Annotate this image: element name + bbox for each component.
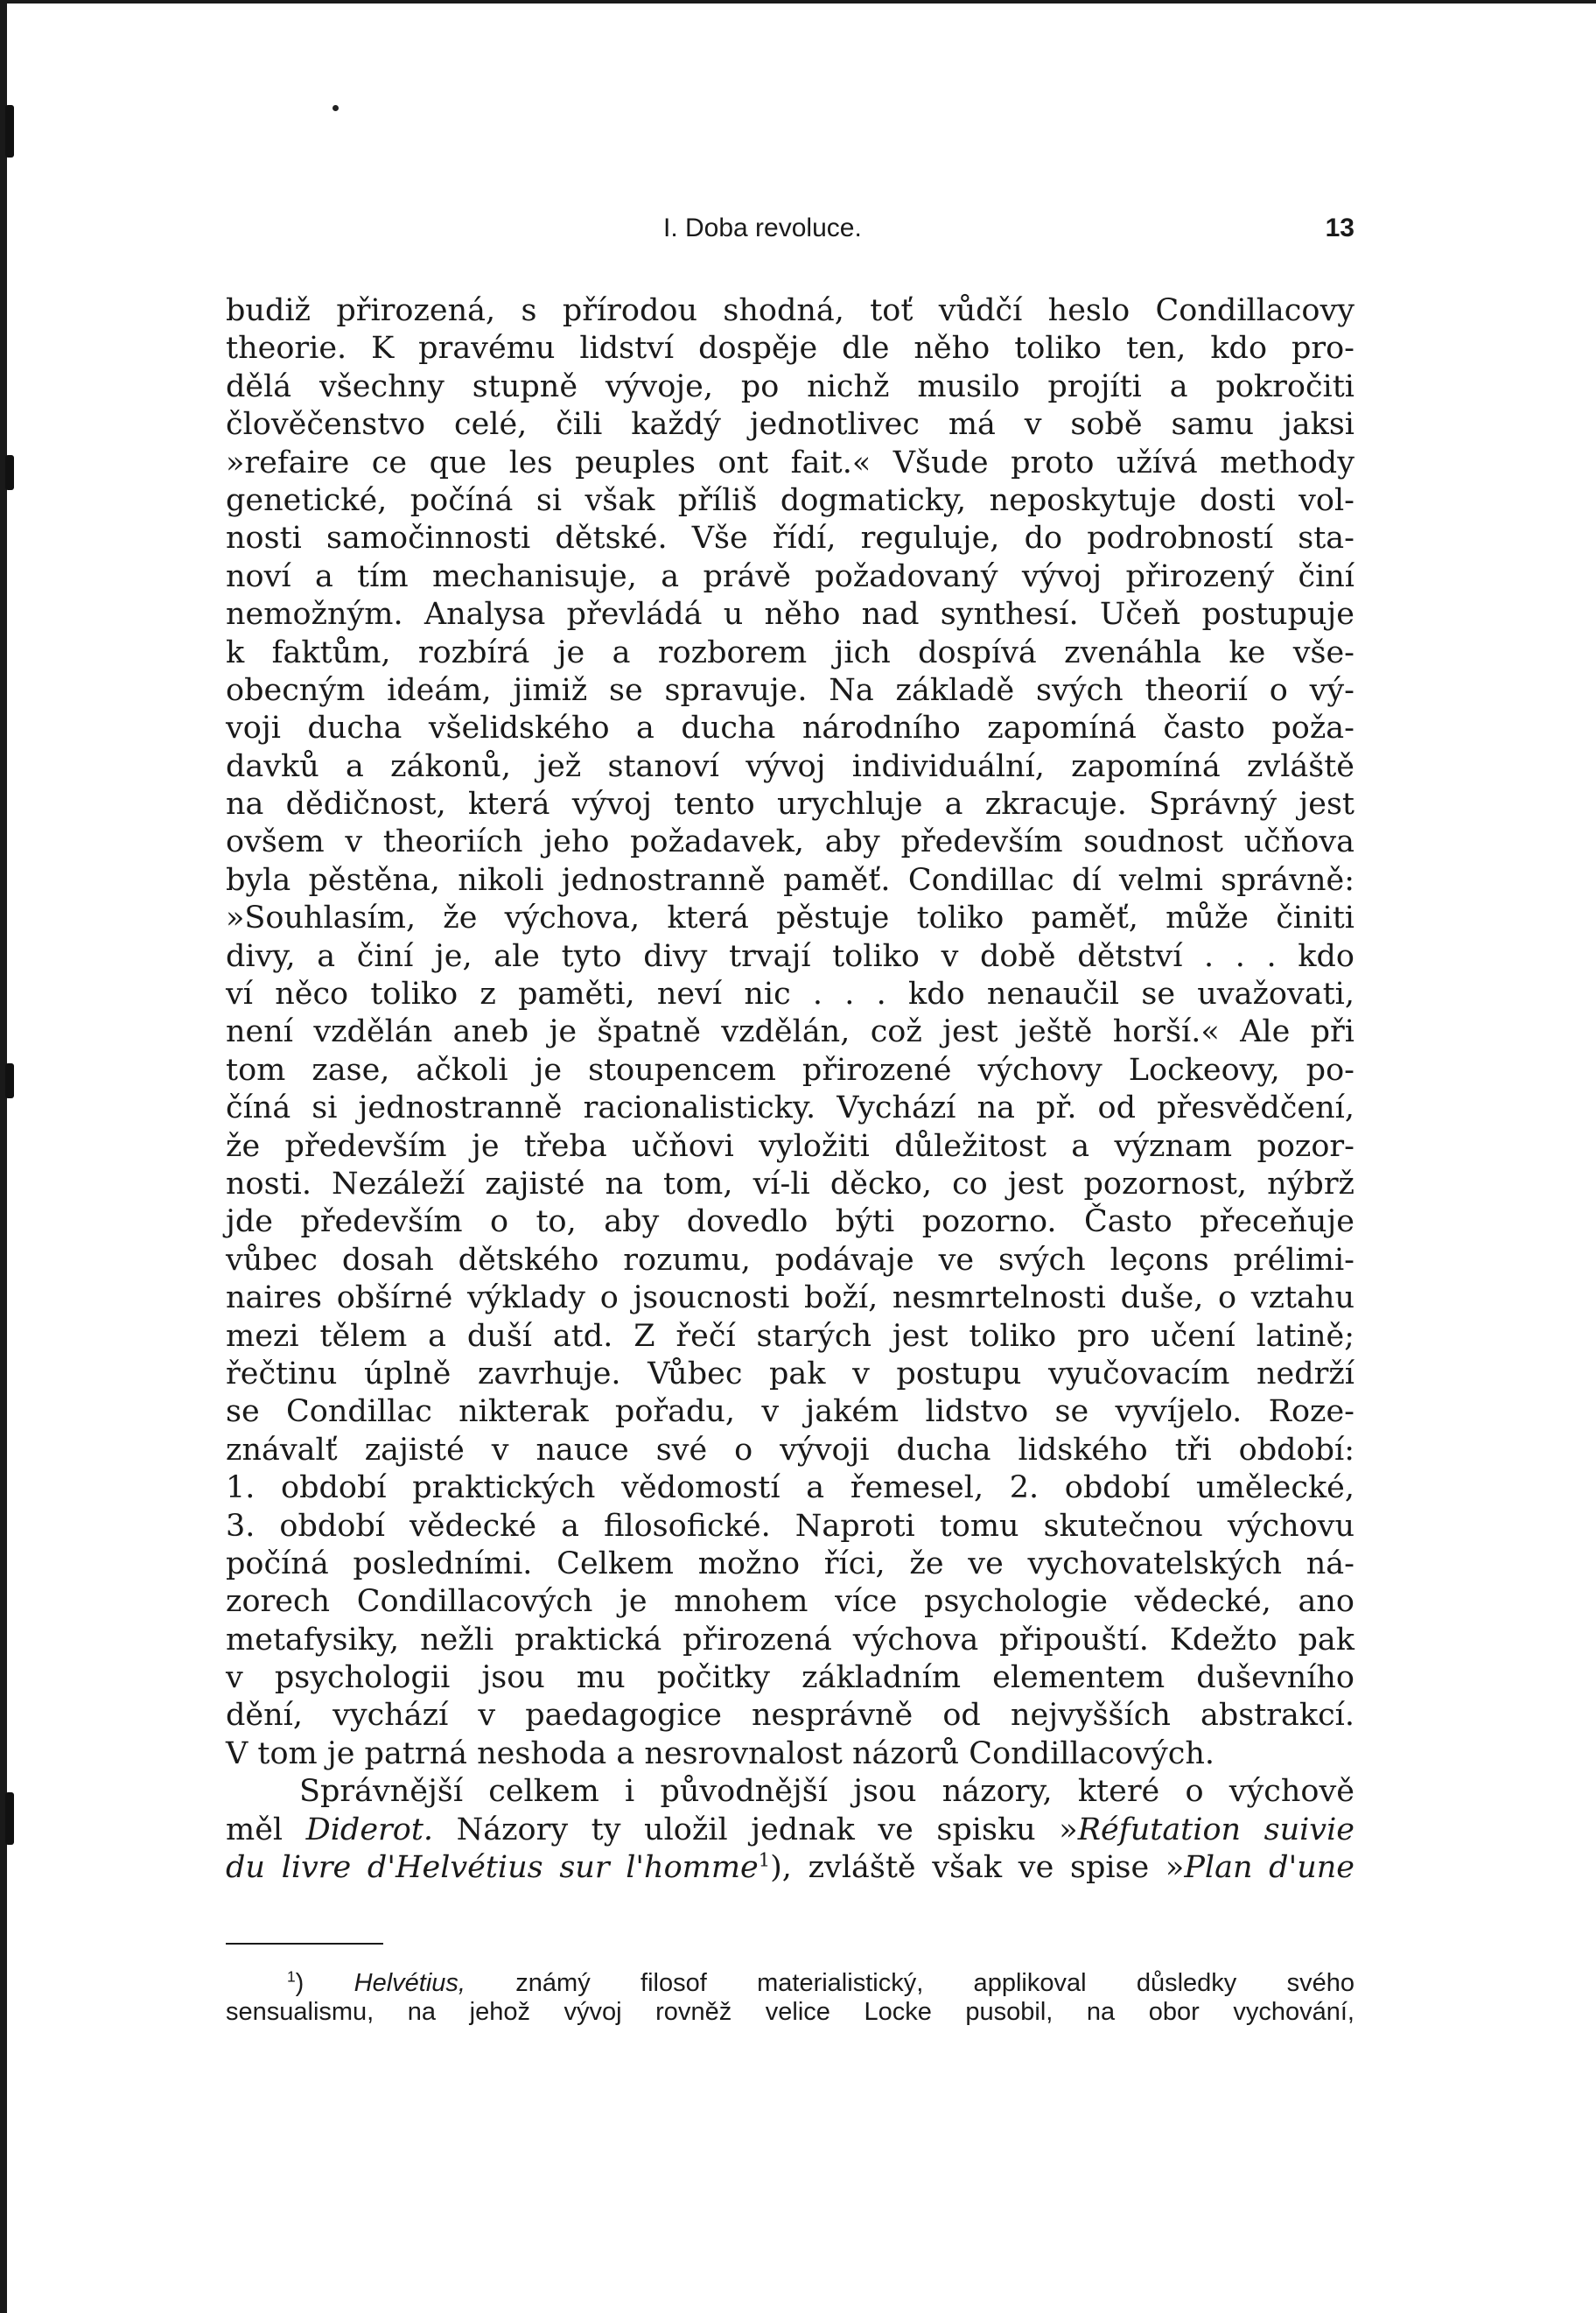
text-line: že především je třeba učňovi vyložiti důležitost a význam pozor- — [226, 1128, 1354, 1164]
text-line: člověčenstvo celé, čili každý jednotlivec má v sobě samu jaksi — [226, 407, 1354, 443]
text-fragment: ), zvláště však ve spise » — [770, 1850, 1185, 1886]
scan-top-edge — [0, 0, 1596, 4]
text-line: genetické, počíná si však příliš dogmaticky, neposkytuje dosti vol- — [226, 482, 1354, 518]
text-line: se Condillac nikterak pořadu, v jakém lidstvo se vyvíjelo. Roze- — [226, 1394, 1354, 1430]
text-line: číná si jednostranně racionalisticky. Vychází na př. od přesvědčení, — [226, 1090, 1354, 1126]
author-name: Diderot. — [305, 1812, 434, 1847]
text-line: dění, vychází v paedagogice nesprávně od nejvyšších abstrakcí. — [226, 1698, 1354, 1734]
text-line: nosti. Nezáleží zajisté na tom, ví-li děcko, co jest pozornost, nýbrž — [226, 1166, 1354, 1202]
page-header — [226, 214, 1354, 252]
text-line: ví něco toliko z paměti, neví nic . . . kdo nenaučil se uvažovati, — [226, 977, 1354, 1013]
binding-mark — [5, 455, 14, 490]
work-title: Réfutation suivie — [1077, 1812, 1354, 1847]
text-line: dělá všechny stupně vývoje, po nichž musilo projíti a pokročiti — [226, 368, 1354, 404]
text-line: byla pěstěna, nikoli jednostranně paměť. Condillac dí velmi správně: — [226, 862, 1354, 898]
scan-speck — [332, 105, 339, 111]
text-line: divy, a činí je, ale tyto divy trvají toliko v době dětství . . . kdo — [226, 938, 1354, 974]
footnote-line: sensualismu, na jehož vývoj rovněž velice Locke pusobil, na obor vychování, — [226, 1998, 1354, 2026]
text-line: nosti samočinnosti dětské. Vše řídí, reguluje, do podrobností sta- — [226, 521, 1354, 557]
text-line: tom zase, ačkoli je stoupencem přirozené výchovy Lockeovy, po- — [226, 1052, 1354, 1088]
text-line: vůbec dosah dětského rozumu, podávaje ve svých leçons prélimi- — [226, 1242, 1354, 1278]
text-line: zorech Condillacových je mnohem více psychologie vědecké, ano — [226, 1584, 1354, 1620]
text-line: řečtinu úplně zavrhuje. Vůbec pak v postupu vyučovacím nedrží — [226, 1356, 1354, 1391]
text-line: voji ducha všelidského a ducha národního zapomíná často poža- — [226, 711, 1354, 746]
paragraph-start: Správnější celkem i původnější jsou názory, které o výchově — [299, 1774, 1354, 1810]
footnote-ref: 1 — [758, 1849, 771, 1871]
binding-mark — [5, 1792, 14, 1845]
footnote-marker: 1 — [287, 1967, 296, 1986]
text-line: na dědičnost, která vývoj tento urychluje a zkracuje. Správný jest — [226, 787, 1354, 823]
scan-left-edge — [0, 0, 7, 2313]
text-line: nemožným. Analysa převládá u něho nad synthesí. Učeň postupuje — [226, 597, 1354, 633]
text-line: v psychologii jsou mu počitky základním elementem duševního — [226, 1660, 1354, 1696]
running-head: I. Doba revoluce. — [663, 214, 862, 242]
text-line: není vzdělán aneb je špatně vzdělán, což jest ještě horší.« Ale při — [226, 1014, 1354, 1050]
text-line: ovšem v theoriích jeho požadavek, aby především soudnost učňova — [226, 824, 1354, 860]
binding-mark — [5, 1063, 14, 1098]
page-number: 13 — [1325, 214, 1354, 242]
text-line — [226, 1849, 1354, 1887]
footnote-line: $^1$) Helvétius, známý filosof materialistický, applikoval důsledky svého — [287, 1967, 1355, 1997]
text-fragment: měl — [226, 1812, 306, 1847]
text-line — [226, 1812, 1354, 1849]
text-fragment: Názory ty uložil jednak ve spisku » — [433, 1812, 1078, 1847]
text-line: V tom je patrná neshoda a nesrovnalost názorů Condillacových. — [226, 1735, 1215, 1771]
text-line: davků a zákonů, jež stanoví vývoj individuální, zapomíná zvláště — [226, 748, 1354, 784]
text-fragment: známý filosof materialistický, applikoval důsledky svého — [465, 1969, 1355, 1997]
text-line: noví a tím mechanisuje, a právě požadovaný vývoj přirozený činí — [226, 558, 1354, 594]
text-line: naires obšírné výklady o jsoucnosti boží, nesmrtelnosti duše, o vztahu — [226, 1280, 1354, 1316]
text-line: »refaire ce que les peuples ont fait.« Všude proto užívá methody — [226, 445, 1354, 480]
text-line: »Souhlasím, že výchova, která pěstuje toliko paměť, může činiti — [226, 901, 1354, 936]
footnotes — [226, 1969, 1354, 2027]
text-line: 3. období vědecké a filosofické. Naproti tomu skutečnou výchovu — [226, 1508, 1354, 1544]
footnote-name: Helvétius, — [354, 1969, 466, 1997]
work-title: du livre d'Helvétius sur l'homme — [226, 1850, 759, 1886]
text-line: počíná posledními. Celkem možno říci, že ve vychovatelských ná- — [226, 1546, 1354, 1581]
text-line: mezi tělem a duší atd. Z řečí starých jest toliko pro učení latině; — [226, 1318, 1354, 1354]
text-line: znávalť zajisté v nauce své o vývoji ducha lidského tři období: — [226, 1432, 1354, 1468]
text-line: theorie. K pravému lidství dospěje dle něho toliko ten, kdo pro- — [226, 331, 1354, 367]
body-text — [226, 292, 1354, 1887]
text-line: budiž přirozená, s přírodou shodná, toť vůdčí heslo Condillacovy — [226, 293, 1354, 328]
text-line: 1. období praktických vědomostí a řemesel, 2. období umělecké, — [226, 1470, 1354, 1506]
text-line: k faktům, rozbírá je a rozborem jich dospívá zvenáhla ke vše- — [226, 634, 1354, 670]
binding-mark — [5, 105, 14, 158]
footnote-separator — [226, 1943, 383, 1945]
text-line: obecným ideám, jimiž se spravuje. Na základě svých theorií o vý- — [226, 672, 1354, 708]
work-title: Plan d'une — [1184, 1850, 1354, 1886]
text-line: jde především o to, aby dovedlo býti pozorno. Často přeceňuje — [226, 1204, 1354, 1240]
text-line: metafysiky, nežli praktická přirozená výchova připouští. Kdežto pak — [226, 1622, 1354, 1658]
